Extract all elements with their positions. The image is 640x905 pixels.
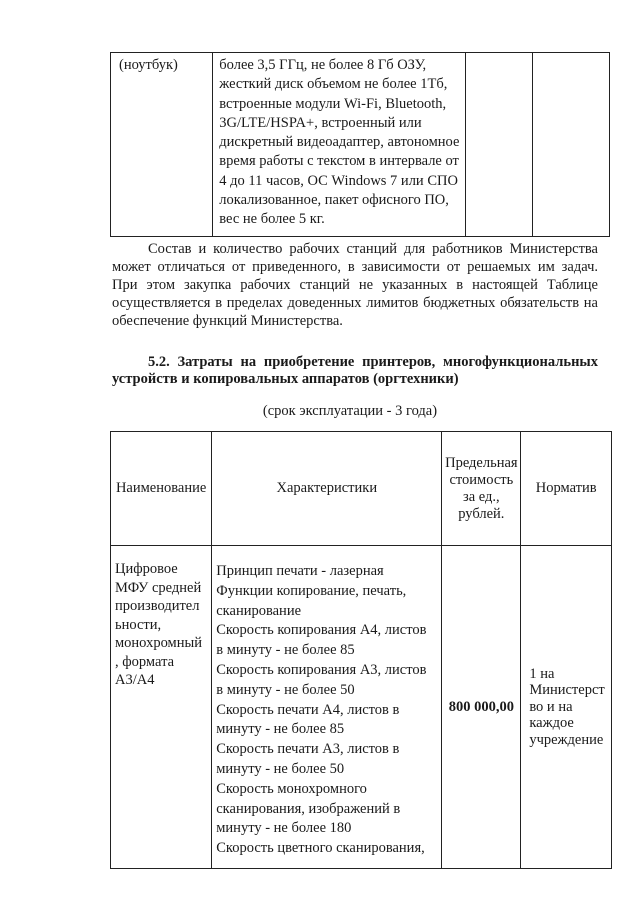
table-cell-characteristics bbox=[212, 546, 442, 869]
item-name: (ноутбук) bbox=[119, 57, 178, 73]
norm-line: учреждение bbox=[529, 731, 604, 748]
header-name: Наименование bbox=[111, 432, 212, 546]
name-line: производител bbox=[115, 598, 200, 614]
service-life-note: (срок эксплуатации - 3 года) bbox=[262, 403, 438, 419]
characteristics-line: сканирование bbox=[216, 602, 302, 619]
paragraph-line: Состав и количество рабочих станций для работников Министерства bbox=[148, 241, 598, 257]
characteristics-line: Принцип печати - лазерная bbox=[216, 563, 384, 579]
office-equipment-table bbox=[110, 431, 612, 869]
workstations-note bbox=[112, 240, 598, 330]
header-price-line: за ед., bbox=[463, 488, 500, 505]
table-cell-price bbox=[466, 53, 533, 237]
paragraph-line: осуществляется в пределах доведенных лимитов бюджетных обязательств на bbox=[112, 295, 598, 311]
characteristics-line: жесткий диск объемом не более 1Тб, bbox=[219, 76, 448, 93]
table-header-row bbox=[111, 432, 612, 546]
characteristics-line: время работы с текстом в интервале от bbox=[219, 153, 459, 170]
characteristics-line: локализованное, пакет офисного ПО, bbox=[219, 192, 449, 209]
characteristics-line: 3G/LTE/HSPA+, встроенный или bbox=[219, 114, 422, 131]
table-row bbox=[111, 53, 610, 237]
name-line: , формата bbox=[115, 653, 175, 670]
characteristics-line: в минуту - не более 85 bbox=[216, 642, 355, 659]
paragraph-line: обеспечение функций Министерства. bbox=[112, 313, 343, 329]
characteristics-line: дискретный видеоадаптер, автономное bbox=[219, 134, 460, 151]
table-cell-name bbox=[111, 53, 213, 237]
characteristics-line: Скорость печати А4, листов в bbox=[216, 701, 400, 718]
characteristics-line: Скорость копирования А3, листов bbox=[216, 661, 427, 678]
table-row bbox=[111, 546, 612, 869]
norm-line: каждое bbox=[529, 715, 574, 732]
name-line: Цифровое bbox=[115, 561, 178, 577]
header-price-line: стоимость bbox=[449, 471, 514, 488]
characteristics-line: в минуту - не более 50 bbox=[216, 681, 355, 698]
name-line: ьности, bbox=[115, 616, 162, 633]
workstations-table bbox=[110, 52, 610, 237]
norm-line: Министерст bbox=[529, 682, 605, 699]
header-price-line: Предельная bbox=[445, 454, 518, 471]
table-cell-characteristics bbox=[213, 53, 466, 237]
header-norm: Норматив bbox=[521, 432, 612, 546]
header-price bbox=[442, 432, 521, 546]
section-heading bbox=[112, 354, 598, 388]
norm-line: 1 на bbox=[529, 665, 555, 682]
table-cell-name bbox=[111, 546, 212, 869]
name-line: монохромный bbox=[115, 635, 202, 651]
heading-line: устройств и копировальных аппаратов (оргтехники) bbox=[112, 371, 459, 387]
characteristics-line: 4 до 11 часов, ОС Windows 7 или СПО bbox=[219, 172, 458, 189]
characteristics-line: сканирования, изображений в bbox=[216, 800, 401, 817]
characteristics-line: более 3,5 ГГц, не более 8 Гб ОЗУ, bbox=[219, 57, 427, 73]
characteristics-line: минуту - не более 85 bbox=[216, 721, 345, 738]
norm-line: во и на bbox=[529, 698, 573, 715]
paragraph-line: может отличаться от приведенного, в зависимости от решаемых им задач. bbox=[112, 259, 598, 275]
header-price-line: рублей. bbox=[458, 505, 505, 522]
table-cell-price: 800 000,00 bbox=[442, 546, 521, 869]
heading-line: 5.2. Затраты на приобретение принтеров, многофункциональных bbox=[148, 354, 598, 370]
characteristics-line: Скорость печати А3, листов в bbox=[216, 741, 400, 758]
characteristics-line: Скорость монохромного bbox=[216, 780, 367, 797]
header-characteristics: Характеристики bbox=[212, 432, 442, 546]
characteristics-line: вес не более 5 кг. bbox=[219, 211, 325, 228]
table-cell-norm bbox=[533, 53, 610, 237]
table-cell-norm bbox=[521, 546, 612, 869]
characteristics-line: минуту - не более 50 bbox=[216, 760, 345, 777]
name-line: МФУ средней bbox=[115, 579, 202, 596]
paragraph-line: При этом закупка рабочих станций не указанных в настоящей Таблице bbox=[112, 277, 598, 293]
name-line: А3/А4 bbox=[115, 672, 155, 688]
characteristics-line: встроенные модули Wi-Fi, Bluetooth, bbox=[219, 95, 447, 112]
characteristics-line: Функции копирование, печать, bbox=[216, 582, 407, 599]
characteristics-line: минуту - не более 180 bbox=[216, 820, 352, 837]
characteristics-line: Скорость копирования А4, листов bbox=[216, 622, 427, 639]
characteristics-line: Скорость цветного сканирования, bbox=[216, 840, 425, 857]
